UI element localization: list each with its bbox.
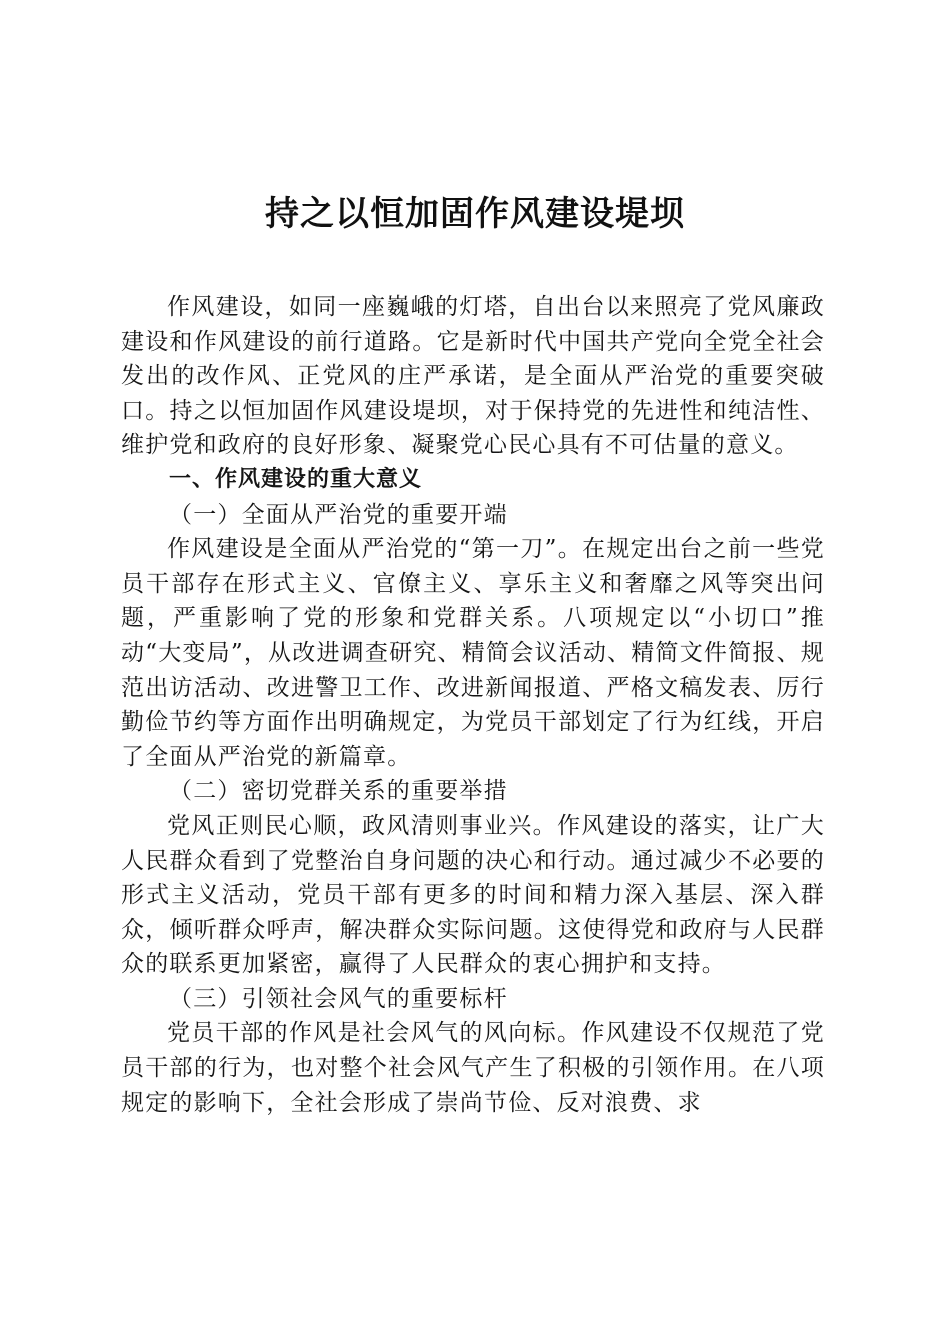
- subsection-paragraph-2: 党风正则民心顺，政风清则事业兴。作风建设的落实，让广大人民群众看到了党整治自身问题的决心和行动。通过减少不必要的形式主义活动，党员干部有更多的时间和精力深入基层、深入群众，倾听群众呼声，解决群众实际问题。这使得党和政府与人民群众的联系更加紧密，赢得了人民群众的衷心拥护和支持。: [121, 812, 825, 978]
- subsection-paragraph-3: 党员干部的作风是社会风气的风向标。作风建设不仅规范了党员干部的行为，也对整个社会风气产生了积极的引领作用。在八项规定的影响下，全社会形成了崇尚节俭、反对浪费、求: [121, 1020, 825, 1116]
- intro-paragraph: 作风建设，如同一座巍峨的灯塔，自出台以来照亮了党风廉政建设和作风建设的前行道路。它是新时代中国共产党向全党全社会发出的改作风、正党风的庄严承诺，是全面从严治党的重要突破口。持之以恒加固作风建设堤坝，对于保持党的先进性和纯洁性、维护党和政府的良好形象、凝聚党心民心具有不可估量的意义。: [121, 294, 825, 459]
- document-title: 持之以恒加固作风建设堤坝: [265, 194, 685, 234]
- subsection-heading-2: （二）密切党群关系的重要举措: [169, 778, 508, 805]
- document-body: [121, 290, 825, 1120]
- subsection-paragraph-1: 作风建设是全面从严治党的“第一刀”。在规定出台之前一些党员干部存在形式主义、官僚主义、享乐主义和奢靡之风等突出问题，严重影响了党的形象和党群关系。八项规定以“小切口”推动“大变局”，从改进调查研究、精简会议活动、精简文件简报、规范出访活动、改进警卫工作、改进新闻报道、严格文稿发表、厉行勤俭节约等方面作出明确规定，为党员干部划定了行为红线，开启了全面从严治党的新篇章。: [121, 536, 825, 770]
- subsection-heading-3: （三）引领社会风气的重要标杆: [169, 985, 508, 1012]
- section-heading: 一、作风建设的重大意义: [169, 466, 423, 492]
- subsection-heading-1: （一）全面从严治党的重要开端: [169, 501, 508, 528]
